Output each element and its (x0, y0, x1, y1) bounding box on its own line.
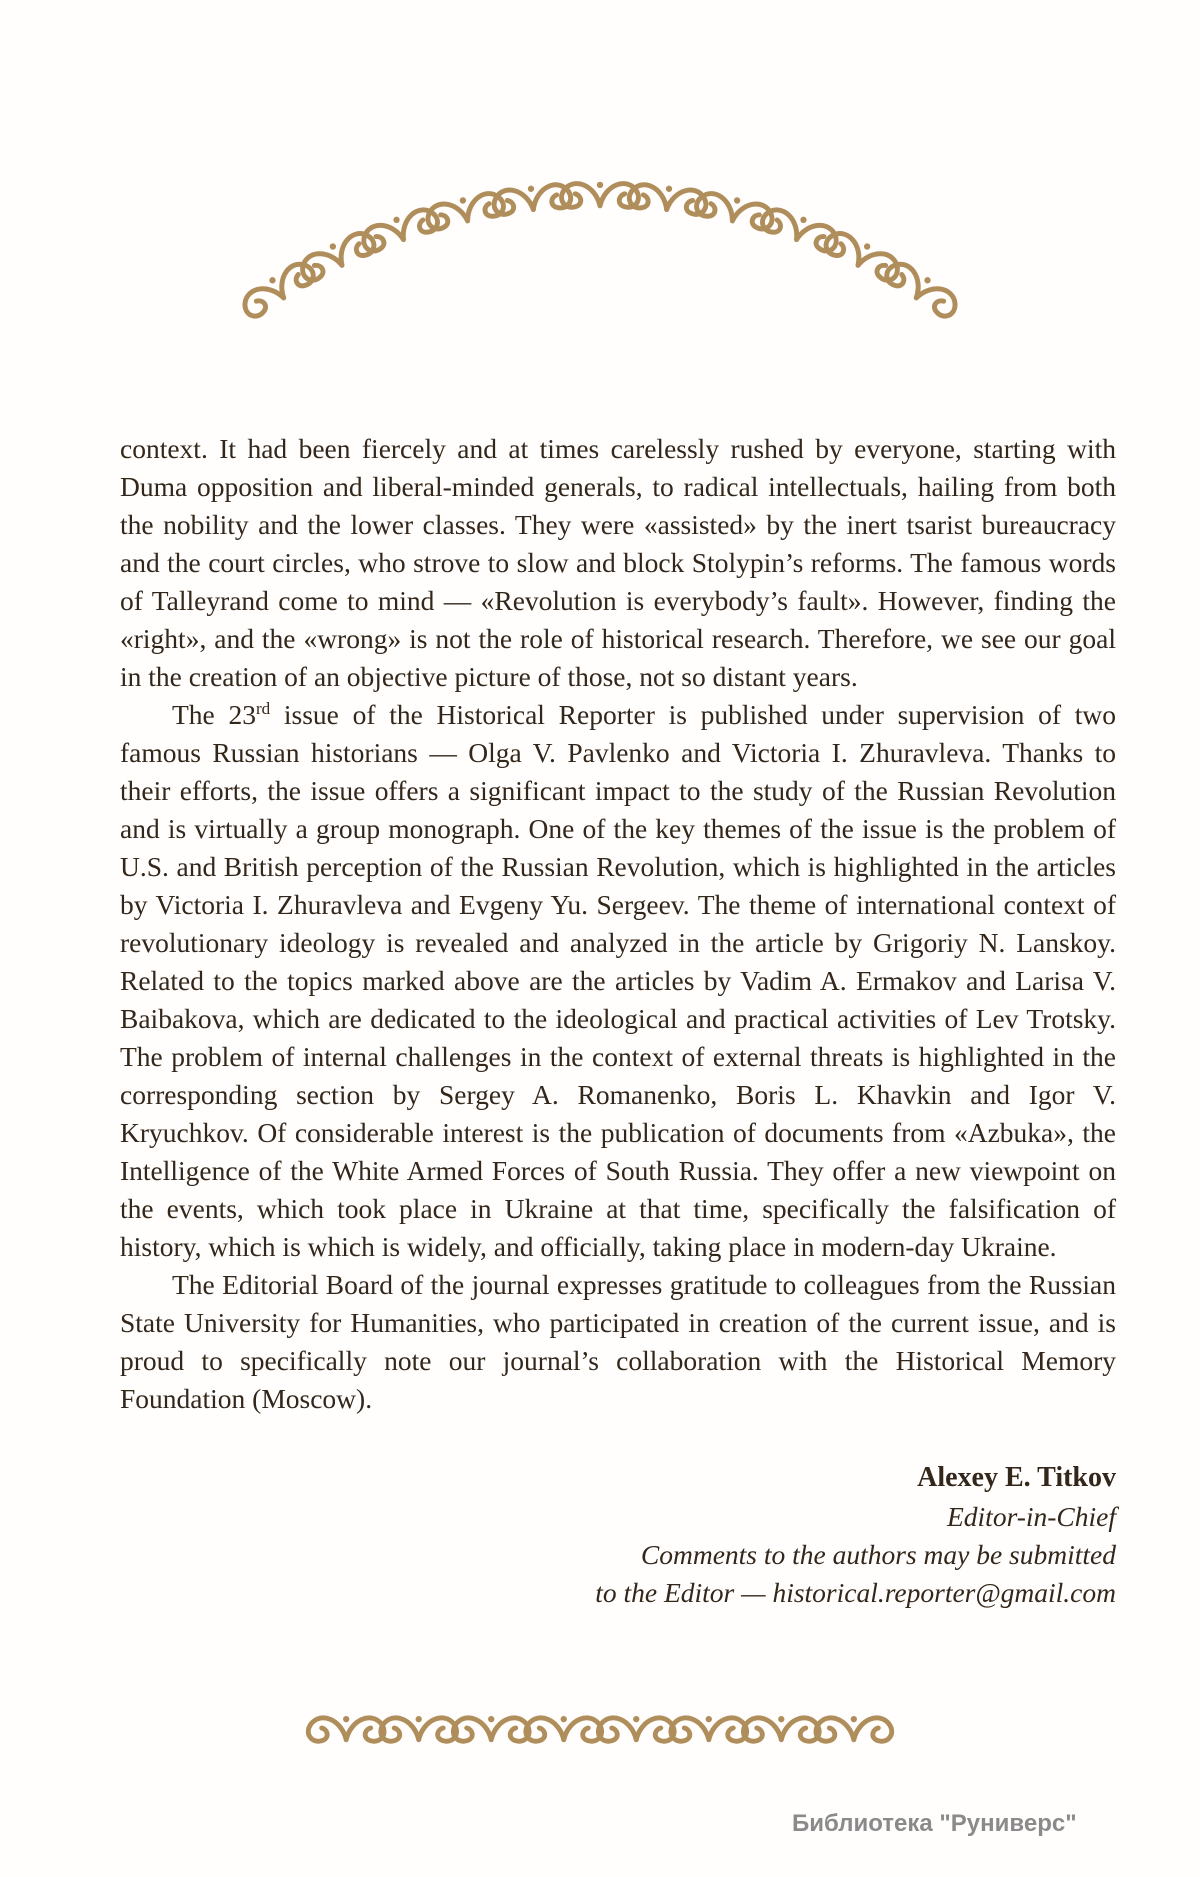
horizontal-scroll-band-icon (306, 1698, 894, 1754)
editor-name: Alexey E. Titkov (917, 1462, 1116, 1493)
comments-note-line2: to the Editor — historical.reporter@gmail.com (595, 1577, 1116, 1608)
paragraph-text: issue of the Historical Reporter is published under supervision of two famous Russian historians — Olga V. Pavlenko and Victoria I. Zhuravleva. Thanks to their efforts, the issue offers a significant impact to the study of the Russian Revolution and is virtually a group monograph. One of the key themes of the issue is the problem of U.S. and British perception of the Russian Revolution, which is highlighted in the articles by Victoria I. Zhuravleva and Evgeny Yu. Sergeev. The theme of international context of revolutionary ideology is revealed and analyzed in the article by Grigoriy N. Lanskoy. Related to the topics marked above are the articles by Vadim A. Ermakov and Larisa V. Baibakova, which are dedicated to the ideological and practical activities of Lev Trotsky. The problem of internal challenges in the context of external threats is highlighted in the corresponding section by Sergey A. Romanenko, Boris L. Khavkin and Igor V. Kryuchkov. Of considerable interest is the publication of documents from «Azbuka», the Intelligence of the White Armed Forces of South Russia. They offer a new viewpoint on the events, which took place in Ukraine at that time, specifically the falsification of history, which is which is widely, and officially, taking place in modern-day Ukraine. (120, 699, 1116, 1262)
paragraph (120, 696, 1116, 1266)
paragraph: The Editorial Board of the journal expresses gratitude to colleagues from the Russian State University for Humanities, who participated in creation of the current issue, and is proud to specifically note our journal’s collaboration with the Historical Memory Foundation (Moscow). (120, 1269, 1116, 1414)
paragraph: context. It had been fiercely and at times carelessly rushed by everyone, starting with Duma opposition and liberal-minded generals, to radical intellectuals, hailing from both the nobility and the lower classes. They were «assisted» by the inert tsarist bureaucracy and the court circles, who strove to slow and block Stolypin’s reforms. The famous words of Talleyrand come to mind — «Revolution is everybody’s fault». However, finding the «right», and the «wrong» is not the role of historical research. Therefore, we see our goal in the creation of an objective picture of those, not so distant years. (120, 433, 1116, 692)
signature-block (120, 1458, 1116, 1612)
ordinal-superscript: rd (255, 698, 271, 718)
body-text (120, 430, 1116, 1612)
arched-scroll-garland-icon (252, 158, 948, 342)
comments-note-line1: Comments to the authors may be submitted (640, 1539, 1116, 1570)
library-watermark: Библиотека "Руниверс" (792, 1810, 1077, 1837)
paragraph-text: The 23 (172, 699, 256, 730)
editor-role: Editor-in-Chief (946, 1501, 1116, 1532)
